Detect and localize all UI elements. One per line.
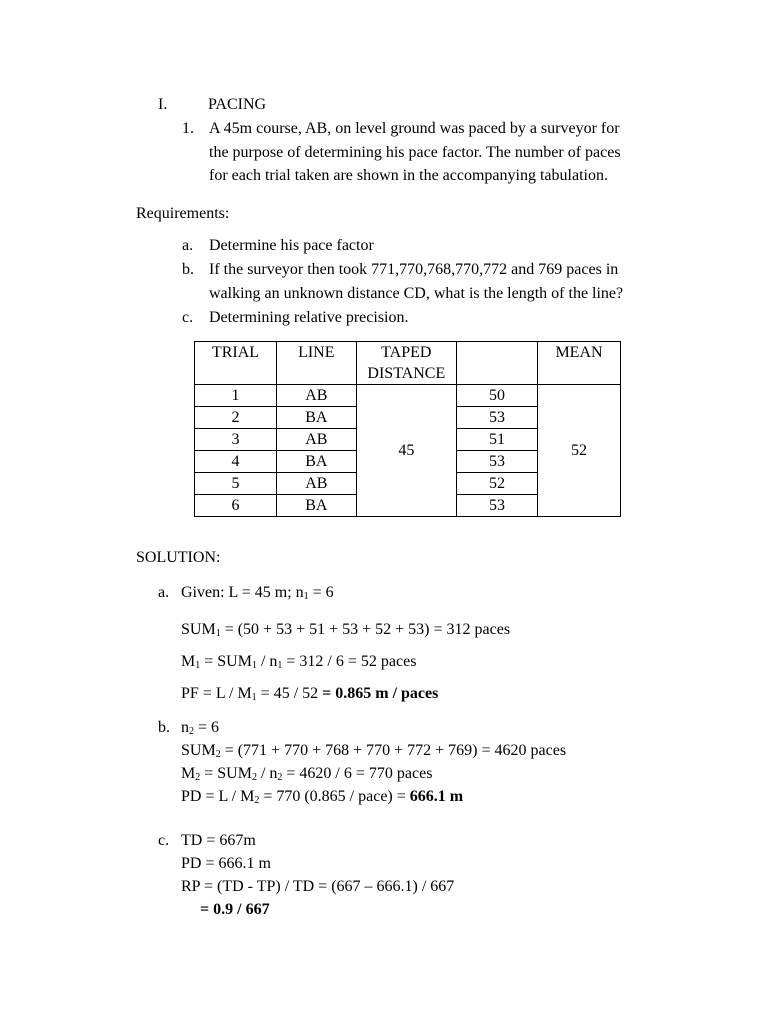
cell-trial: 2 — [195, 407, 277, 429]
section-numeral: I. — [158, 96, 168, 113]
cell-taped-distance: 45 — [356, 385, 456, 517]
paced-distance-line: PD = 666.1 m — [181, 855, 271, 872]
problem-number: 1. — [182, 120, 194, 137]
n2-equation: $n_2 = 6$ — [181, 719, 220, 737]
header-line: LINE — [276, 342, 356, 385]
cell-paces: 53 — [456, 407, 537, 429]
cell-trial: 4 — [195, 451, 277, 473]
requirement-text: walking an unknown distance CD, what is the length of the line? — [209, 285, 624, 302]
table-row — [195, 385, 621, 407]
pace-factor-result: = 0.865 m / paces — [322, 685, 439, 702]
solution-marker-c: c. — [158, 832, 170, 849]
cell-paces: 53 — [456, 495, 537, 517]
cell-trial: 3 — [195, 429, 277, 451]
cell-paces: 53 — [456, 451, 537, 473]
cell-line: BA — [276, 451, 356, 473]
problem-line: A 45m course, AB, on level ground was paced by a surveyor for — [209, 120, 620, 137]
header-trial: TRIAL — [195, 342, 277, 385]
problem-line: for each trial taken are shown in the accompanying tabulation. — [209, 167, 608, 184]
mean2-equation: $M_2 = SUM_2 / n_2 = 4620 / 6 = 770$ paces — [181, 765, 433, 783]
table-header-row — [195, 342, 621, 385]
cell-trial: 1 — [195, 385, 277, 407]
solution-marker-a: a. — [158, 584, 170, 601]
mean1-equation: $M_1 = SUM_1 / n_1 = 312 / 6 = 52$ paces — [181, 653, 417, 671]
header-taped-distance — [356, 342, 456, 385]
header-mean: MEAN — [538, 342, 621, 385]
cell-line: AB — [276, 385, 356, 407]
pace-factor-equation: PF = $L / M_1 = 45 / 52 = 0.865$ m / paces — [181, 685, 439, 703]
cell-trial: 6 — [195, 495, 277, 517]
cell-trial: 5 — [195, 473, 277, 495]
problem-line: the purpose of determining his pace factor. The number of paces — [209, 143, 621, 161]
requirement-text: Determining relative precision. — [209, 309, 409, 326]
requirement-text: Determine his pace factor — [209, 237, 374, 254]
requirement-marker: b. — [182, 261, 194, 278]
section-title: PACING — [208, 96, 267, 113]
cell-paces: 52 — [456, 473, 537, 495]
paced-distance-equation: PD = $L / M_2 = 770$ (0.865 / pace) = 666.1 m — [181, 788, 464, 806]
requirements-heading: Requirements: — [136, 205, 230, 222]
pacing-table — [194, 341, 621, 517]
given-equation: Given: L = 45 m; $n_1 = 6$ — [181, 584, 334, 602]
cell-line: AB — [276, 429, 356, 451]
header-paces — [456, 342, 537, 385]
header-taped-line1: TAPED — [381, 344, 432, 361]
cell-line: BA — [276, 495, 356, 517]
cell-line: BA — [276, 407, 356, 429]
solution-heading: SOLUTION: — [136, 549, 221, 566]
header-taped-line2: DISTANCE — [367, 365, 446, 382]
sum1-equation: $SUM_1 = (50 + 53 + 51 + 53 + 52 + 53) = 312$ paces — [181, 621, 511, 639]
requirement-marker: c. — [182, 309, 194, 326]
solution-marker-b: b. — [158, 719, 170, 736]
requirement-marker: a. — [182, 237, 194, 254]
cell-paces: 50 — [456, 385, 537, 407]
requirement-text: If the surveyor then took 771,770,768,770,772 and 769 paces in — [209, 261, 619, 278]
sum2-equation: $SUM_2 = (771 + 770 + 768 + 770 + 772 + 769) = 4620$ paces — [181, 742, 567, 760]
taped-distance-line: TD = 667m — [181, 832, 256, 849]
relative-precision-equation: RP = (TD - TP) / TD = (667 – 666.1) / 667 — [181, 878, 455, 895]
cell-line: AB — [276, 473, 356, 495]
cell-paces: 51 — [456, 429, 537, 451]
cell-mean: 52 — [538, 385, 621, 517]
paced-distance-result: 666.1 m — [409, 788, 464, 805]
relative-precision-result: = 0.9 / 667 — [200, 901, 270, 918]
